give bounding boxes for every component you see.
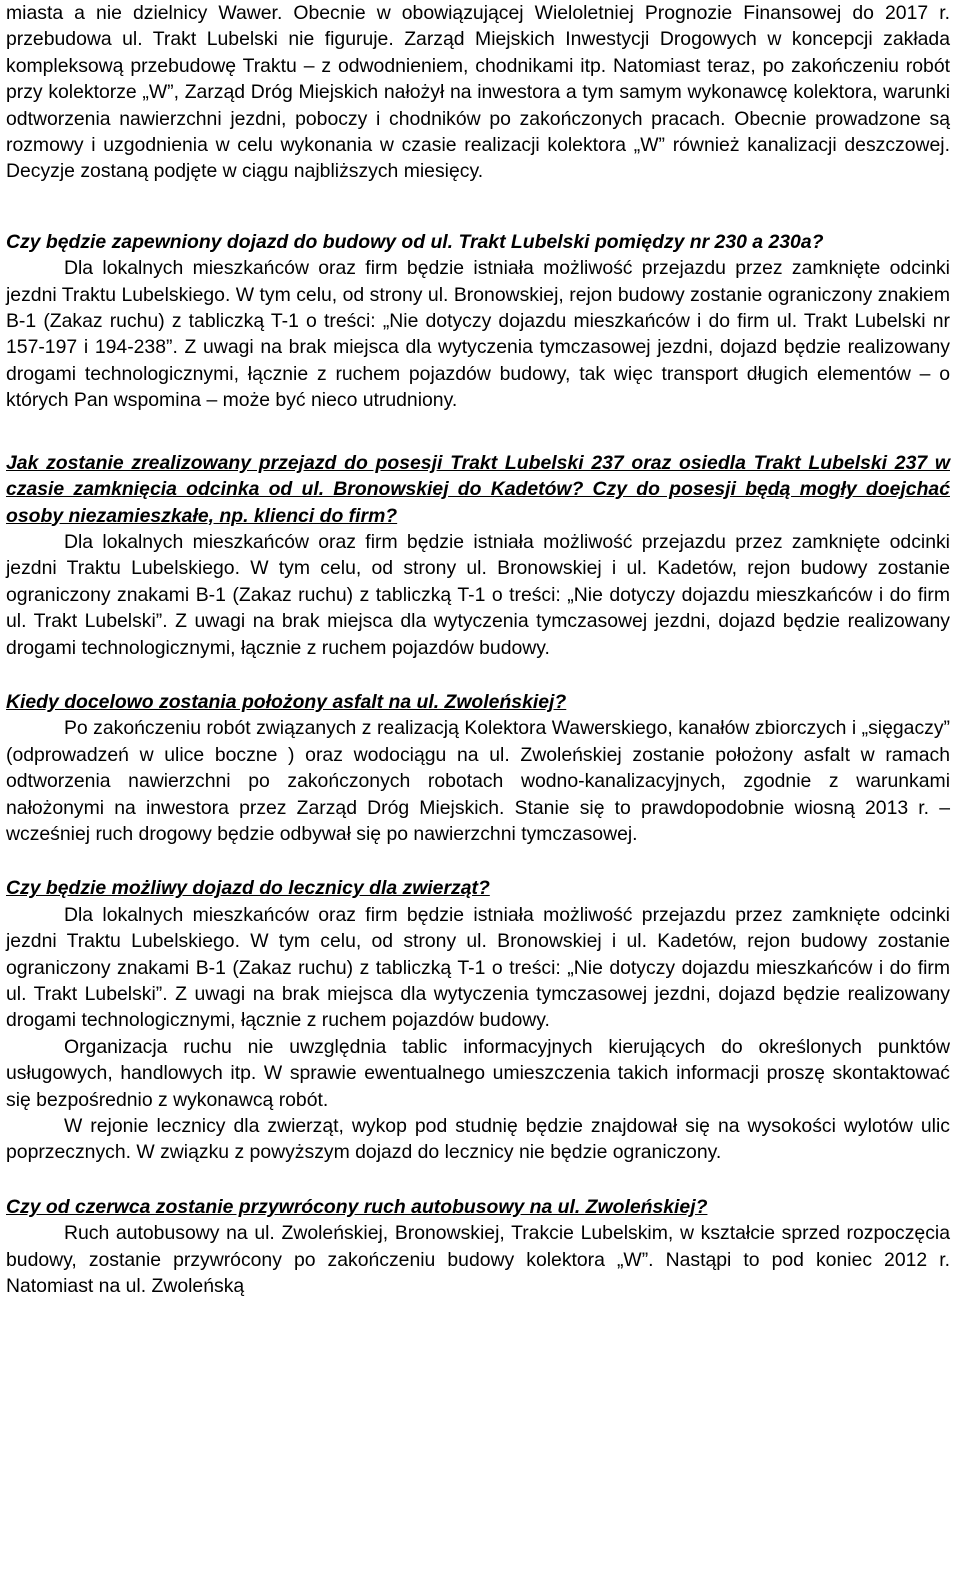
section-gap bbox=[6, 1166, 950, 1194]
intro-paragraph: miasta a nie dzielnicy Wawer. Obecnie w obowiązującej Wieloletniej Prognozie Finansowej do 2017 r. przebudowa ul. Trakt Lubelski nie figuruje. Zarząd Miejskich Inwestycji Drogowych w koncepcji zakłada kompleksową przebudowę Traktu – z odwodnieniem, chodnikami itp. Natomiast teraz, po zakończeniu robót przy kolektorze „W”, Zarząd Dróg Miejskich nałożył na inwestora a tym samym wykonawcę kolektora, warunki odtworzenia nawierzchni jezdni, poboczy i chodników po zakończonych pracach. Obecnie prowadzone są rozmowy i uzgodnienia w celu wykonania w czasie realizacji kolektora „W” również kanalizacji deszczowej. Decyzje zostaną podjęte w ciągu najbliższych miesięcy. bbox=[6, 2, 950, 183]
section-gap bbox=[6, 185, 950, 229]
section-gap bbox=[6, 661, 950, 689]
question-3: Kiedy docelowo zostania położony asfalt na ul. Zwoleńskiej? bbox=[6, 690, 567, 713]
answer-5-paragraph-1: Ruch autobusowy na ul. Zwoleńskiej, Bronowskiej, Trakcie Lubelskim, w kształcie sprzed rozpoczęcia budowy, zostanie przywrócony po zakończeniu budowy kolektora „W”. Nastąpi to pod koniec 2012 r. Natomiast na ul. Zwoleńską bbox=[6, 1222, 950, 1298]
document-page bbox=[6, 0, 950, 1299]
answer-4-paragraph-2: Organizacja ruchu nie uwzględnia tablic informacyjnych kierujących do określonych punktów usługowych, handlowych itp. W sprawie ewentualnego umieszczenia takich informacji proszę skontaktować się bezpośrednio z wykonawcą robót. bbox=[6, 1035, 950, 1111]
question-2: Jak zostanie zrealizowany przejazd do posesji Trakt Lubelski 237 oraz osiedla Trakt Lubelski 237 w czasie zamknięcia odcinka od ul. Bronowskiej do Kadetów? Czy do posesji będą mogły doejchać osoby niezamieszkałe, np. klienci do firm? bbox=[6, 451, 950, 527]
section-gap bbox=[6, 414, 950, 450]
question-5: Czy od czerwca zostanie przywrócony ruch autobusowy na ul. Zwoleńskiej? bbox=[6, 1195, 708, 1218]
answer-2-paragraph-1: Dla lokalnych mieszkańców oraz firm będzie istniała możliwość przejazdu przez zamknięte odcinki jezdni Traktu Lubelskiego. W tym celu, od strony ul. Bronowskiej i ul. Kadetów, rejon budowy zostanie ograniczony znakami B-1 (Zakaz ruchu) z tabliczką T-1 o treści: „Nie dotyczy dojazdu mieszkańców i do firm ul. Trakt Lubelski”. Z uwagi na brak miejsca dla wytyczenia tymczasowej jezdni, dojazd będzie realizowany drogami technologicznymi, łącznie z ruchem pojazdów budowy. bbox=[6, 530, 950, 659]
answer-4-paragraph-1: Dla lokalnych mieszkańców oraz firm będzie istniała możliwość przejazdu przez zamknięte odcinki jezdni Traktu Lubelskiego. W tym celu, od strony ul. Bronowskiej i ul. Kadetów, rejon budowy zostanie ograniczony znakami B-1 (Zakaz ruchu) z tabliczką T-1 o treści: „Nie dotyczy dojazdu mieszkańców i do firm ul. Trakt Lubelski”. Z uwagi na brak miejsca dla wytyczenia tymczasowej jezdni, dojazd będzie realizowany drogami technologicznymi, łącznie z ruchem pojazdów budowy. bbox=[6, 903, 950, 1032]
question-1: Czy będzie zapewniony dojazd do budowy od ul. Trakt Lubelski pomiędzy nr 230 a 230a? bbox=[6, 230, 824, 253]
section-gap bbox=[6, 847, 950, 875]
answer-4-paragraph-3: W rejonie lecznicy dla zwierząt, wykop pod studnię będzie znajdował się na wysokości wylotów ulic poprzecznych. W związku z powyższym dojazd do lecznicy nie będzie ograniczony. bbox=[6, 1115, 950, 1164]
answer-1-paragraph-1: Dla lokalnych mieszkańców oraz firm będzie istniała możliwość przejazdu przez zamknięte odcinki jezdni Traktu Lubelskiego. W tym celu, od strony ul. Bronowskiej, rejon budowy zostanie ograniczony znakiem B-1 (Zakaz ruchu) z tabliczką T-1 o treści: „Nie dotyczy dojazdu mieszkańców i do firm ul. Trakt Lubelski nr 157-197 i 194-238”. Z uwagi na brak miejsca dla wytyczenia tymczasowej jezdni, dojazd będzie realizowany drogami technologicznymi, łącznie z ruchem pojazdów budowy, tak więc transport długich elementów – o których Pan wspomina – może być nieco utrudniony. bbox=[6, 257, 950, 412]
answer-3-paragraph-1: Po zakończeniu robót związanych z realizacją Kolektora Wawerskiego, kanałów zbiorczych i „sięgaczy” (odprowadzeń w ulice boczne ) oraz wodociągu na ul. Zwoleńskiej zostanie położony asfalt w ramach odtworzenia nawierzchni po zakończonych robotach wodno-kanalizacyjnych, zgodnie z warunkami nałożonymi na inwestora przez Zarząd Dróg Miejskich. Stanie się to prawdopodobnie wiosną 2013 r. – wcześniej ruch drogowy będzie odbywał się po nawierzchni tymczasowej. bbox=[6, 717, 950, 845]
question-4: Czy będzie możliwy dojazd do lecznicy dla zwierząt? bbox=[6, 877, 490, 900]
